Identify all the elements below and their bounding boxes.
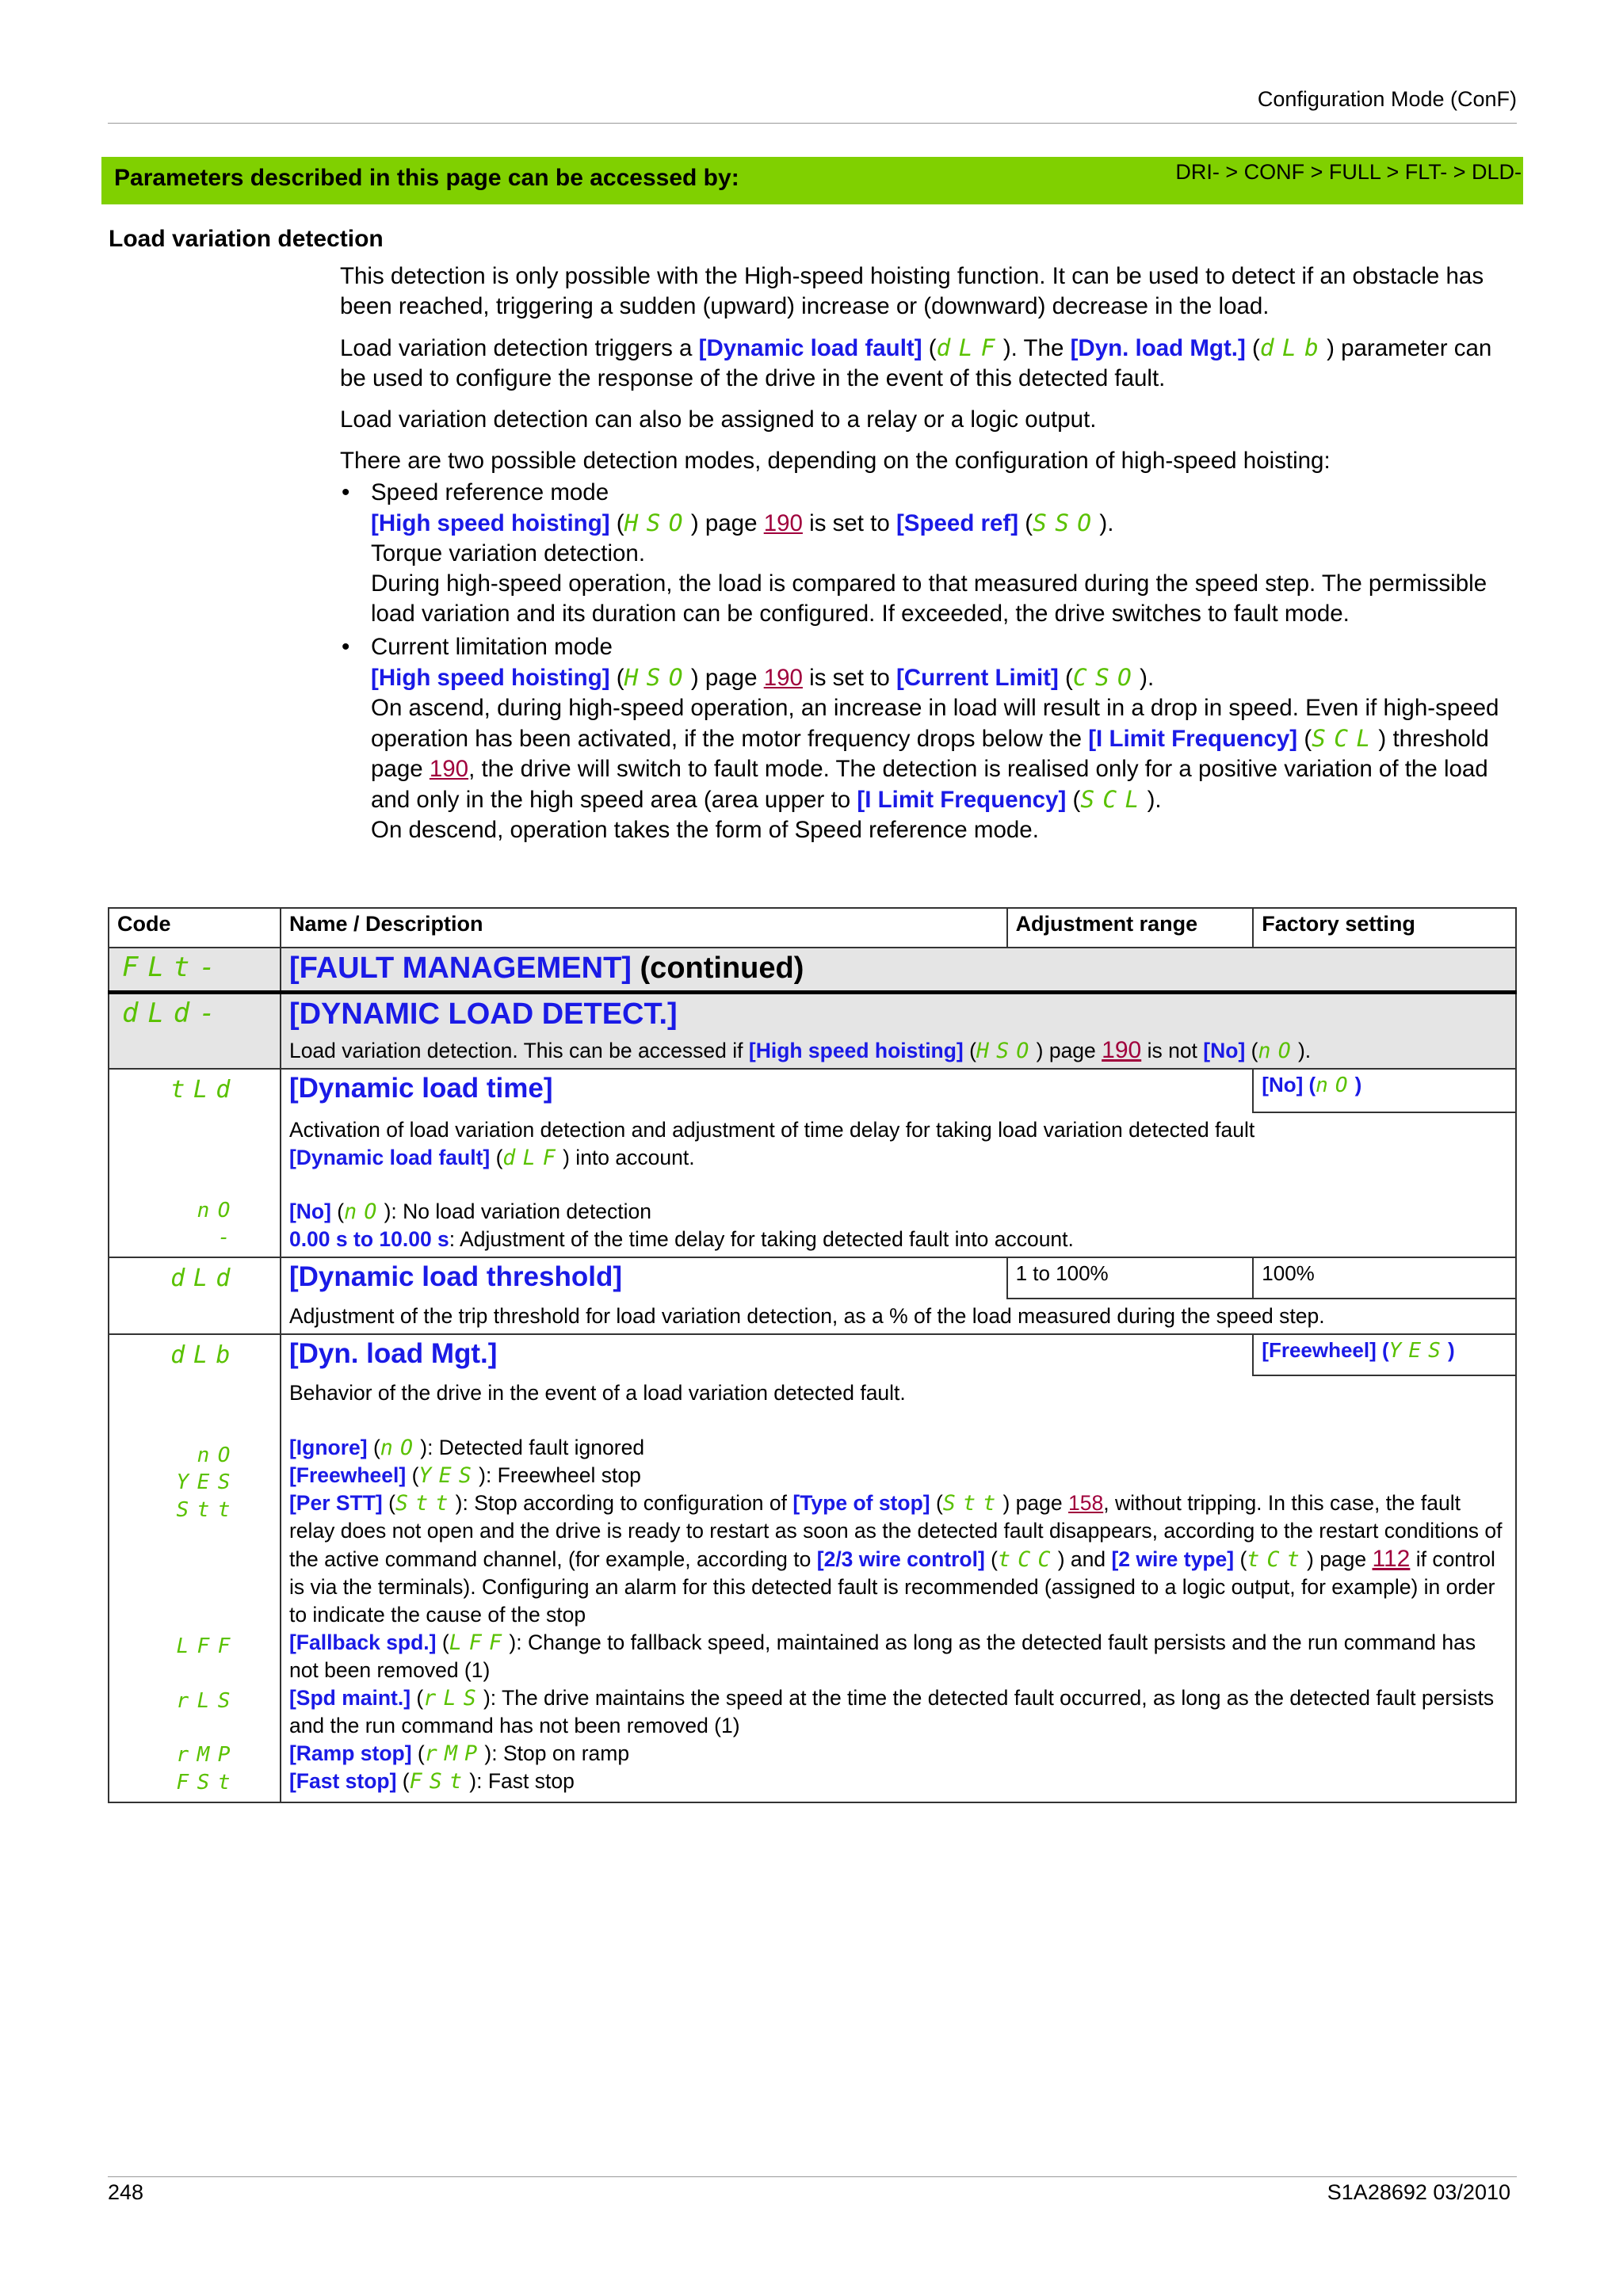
value-name: [Spd maint.] — [288, 1685, 411, 1710]
param-name: [High speed hoisting] — [371, 665, 610, 691]
param-value: [No] — [1203, 1038, 1246, 1062]
value-code: nO — [197, 1443, 239, 1467]
param-desc-row — [109, 1112, 1516, 1257]
text: : The drive maintains the speed at the time the detected fault occurred, as long as the detected fault persists and the run command has not been removed (1) — [288, 1685, 1495, 1737]
value-name: [Ignore] — [288, 1435, 368, 1459]
description-line: Behavior of the drive in the event of a load variation detected fault. — [288, 1380, 906, 1405]
value-name: [Fast stop] — [288, 1768, 397, 1793]
text: On ascend, during high-speed operation, an increase in load will result in a drop in speed. Even if high-speed operation has been activated, if the motor frequency drops below the — [371, 695, 1499, 752]
mode-line: Torque variation detection. — [371, 540, 646, 566]
spacer — [289, 1407, 1507, 1434]
footer-divider — [108, 2176, 1517, 2177]
text: page — [1010, 1490, 1068, 1515]
text: is set to — [802, 665, 896, 691]
text: page — [698, 510, 764, 536]
seg-code: LFF — [449, 1630, 510, 1655]
header-name: Name / Description — [281, 908, 1007, 948]
param-title: [Dynamic load threshold] — [288, 1261, 623, 1292]
text: Load variation detection triggers a — [340, 335, 699, 361]
text: : Fast stop — [476, 1768, 575, 1793]
intro-paragraph-4: There are two possible detection modes, depending on the configuration of high-speed hoisting: — [340, 448, 1331, 474]
header-divider — [108, 123, 1517, 124]
access-path-bar — [101, 157, 1523, 204]
parameter-table — [108, 907, 1517, 1803]
param-title-cell — [281, 1069, 1253, 1112]
value-code: FSt — [176, 1770, 239, 1794]
header-factory: Factory setting — [1253, 908, 1516, 948]
text: : Detected fault ignored — [427, 1435, 645, 1459]
mode-line: On descend, operation takes the form of Speed reference mode. — [371, 817, 1039, 843]
mode-current-limitation — [340, 632, 1521, 845]
intro-paragraph-3: Load variation detection can also be assigned to a relay or a logic output. — [340, 406, 1097, 433]
text: , without tripping. In this case, the fault relay does not open and the drive is ready to restart as soon as the detected fault disappears, according to the restart conditions of the active command channel, (for example, according to — [288, 1490, 1503, 1571]
seg-code: tCC — [997, 1547, 1058, 1572]
value-line: [Per STT] (Stt): Stop according to configuration of [Type of stop] (Stt) page 158, without tripping. In this case, the fault relay does not open and the drive is ready to restart as soon as the detected fault disappears, according to the restart conditions of the active command channel, (for example, according to [2/3 wire control] (tCC) and [2 wire type] (tCt) page 112 if control is via the terminals). Configuring an alarm for this detected fault is recommended (assigned to a logic output, for example) in order to indicate the cause of the stop — [288, 1490, 1503, 1627]
description-line: [Dynamic load fault] (dLF) into account. — [288, 1145, 695, 1170]
param-name: [Dynamic load fault] — [288, 1145, 491, 1169]
mode-line: During high-speed operation, the load is compared to that measured during the speed step. The permissible load variation and its duration can be configured. If exceeded, the drive switches to fault mode. — [371, 570, 1487, 627]
param-value: [Speed ref] — [896, 510, 1019, 536]
value-name: [Ramp stop] — [288, 1741, 412, 1765]
seg-code: nO — [1316, 1073, 1355, 1097]
page-link[interactable]: 190 — [429, 756, 469, 782]
intro-text — [340, 261, 1521, 849]
param-description — [281, 1112, 1516, 1257]
value-line: [No] (nO): No load variation detection — [288, 1199, 651, 1224]
header-title: Configuration Mode (ConF) — [1257, 87, 1517, 111]
seg-code: nO — [344, 1199, 384, 1224]
text: . — [1304, 1038, 1312, 1062]
mode-config-line: [High speed hoisting] (HSO) page 190 is set to [Current Limit] (CSO). — [371, 664, 1155, 691]
header-range: Adjustment range — [1007, 908, 1254, 948]
mode-line: On ascend, during high-speed operation, an increase in load will result in a drop in speed. Even if high-speed operation has been activated, if the motor frequency drops below the [I Limit Frequency] (SCL) threshold page 190, the drive will switch to fault mode. The detection is realised only for a positive variation of the load and only in the high speed area (area upper to [I Limit Frequency] (SCL). — [371, 695, 1499, 813]
value-line: [Fast stop] (FSt): Fast stop — [288, 1768, 575, 1794]
intro-paragraph-2: Load variation detection triggers a [Dynamic load fault] (dLF). The [Dyn. load Mgt.] (dLb) parameter can be used to configure the response of the drive in the event of this detected fault. — [340, 334, 1492, 391]
value-code: YES — [176, 1470, 239, 1494]
bullet: • — [342, 479, 350, 505]
section-title: Load variation detection — [109, 226, 384, 252]
seg-code: rMP — [424, 1741, 485, 1766]
text: . The — [1010, 335, 1071, 361]
value-line: [Spd maint.] (rLS): The drive maintains the speed at the time the detected fault occurred, as long as the detected fault persists and the run command has not been removed (1) — [288, 1685, 1495, 1737]
seg-code: dLF — [936, 334, 1003, 361]
menu-code: dLd- — [109, 992, 281, 1069]
value-line: [Ignore] (nO): Detected fault ignored — [288, 1435, 645, 1460]
bullet: • — [342, 634, 350, 660]
value-line: [Ramp stop] (rMP): Stop on ramp — [288, 1741, 630, 1766]
menu-suffix: (continued) — [631, 952, 804, 985]
param-code-cell — [109, 1069, 281, 1257]
seg-code: SCL — [1080, 786, 1148, 813]
text: and — [1064, 1547, 1112, 1571]
param-code: tLd — [170, 1075, 239, 1104]
mode-speed-reference — [340, 478, 1521, 629]
text: ). — [1147, 787, 1162, 813]
value-code: Stt — [176, 1497, 239, 1522]
param-title-cell — [281, 1257, 1007, 1299]
seg-code: SCL — [1312, 725, 1379, 752]
menu-title-cell — [281, 992, 1516, 1069]
factory-setting: [Freewheel] (YES) — [1253, 1334, 1516, 1375]
value-code: - — [217, 1226, 239, 1249]
seg-code: HSO — [624, 664, 691, 691]
param-value: [Current Limit] — [896, 665, 1059, 691]
seg-code: CSO — [1072, 664, 1140, 691]
value-name: [Fallback spd.] — [288, 1630, 437, 1654]
text: parameter can be used to configure the response of the drive in the event of this detected fault. — [340, 335, 1492, 391]
param-row-dynamic-load-threshold — [109, 1257, 1516, 1299]
text: : Freewheel stop — [485, 1463, 641, 1487]
value-line: [Fallback spd.] (LFF): Change to fallback speed, maintained as long as the detected fault persists and the run command has not been removed (1) — [288, 1630, 1476, 1682]
value-line — [289, 1226, 1507, 1253]
text: . — [1107, 510, 1114, 536]
menu-title: [FAULT MANAGEMENT] — [288, 952, 632, 985]
spacer — [117, 1524, 239, 1633]
param-row-dynamic-load-time — [109, 1069, 1516, 1112]
param-description — [281, 1375, 1516, 1802]
seg-code: SSO — [1033, 509, 1100, 536]
param-name: [Type of stop] — [792, 1490, 930, 1515]
param-title: [Dyn. load Mgt.] — [288, 1337, 498, 1369]
value-code: rMP — [176, 1743, 239, 1767]
seg-code: nO — [1258, 1038, 1298, 1063]
text: : No load variation detection — [391, 1199, 651, 1223]
value-name: [Per STT] — [288, 1490, 383, 1515]
seg-code: nO — [380, 1435, 421, 1460]
text: page — [698, 665, 764, 691]
seg-code: HSO — [624, 509, 691, 536]
param-link-dynamic-load-fault: [Dynamic load fault] — [698, 335, 922, 361]
text: if control is via the terminals). Configuring an alarm for this detected fault is recommended (assigned to a logic output, for example) in order to indicate the cause of the stop — [288, 1547, 1495, 1627]
param-desc-row — [109, 1299, 1516, 1334]
text: page — [1313, 1547, 1373, 1571]
spacer — [117, 1661, 239, 1688]
factory-value: [Freewheel] — [1262, 1337, 1377, 1362]
param-code: dLb — [170, 1341, 239, 1369]
access-path: DRI- > CONF > FULL > FLT- > DLD- — [1175, 160, 1522, 184]
spacer — [117, 1369, 239, 1442]
menu-row-fault-management — [109, 948, 1516, 992]
page-link[interactable]: 158 — [1068, 1490, 1104, 1515]
page-link[interactable]: 190 — [763, 665, 803, 691]
seg-code: YES — [418, 1463, 479, 1488]
seg-code: tCt — [1247, 1547, 1307, 1572]
description-line: Activation of load variation detection and adjustment of time delay for taking load variation detected fault — [288, 1117, 1255, 1142]
value-code: LFF — [176, 1634, 239, 1658]
header-code: Code — [109, 908, 281, 948]
param-code-cell — [109, 1334, 281, 1802]
seg-code: YES — [1388, 1338, 1448, 1363]
param-desc-row — [109, 1375, 1516, 1802]
param-link-dyn-load-mgt: [Dyn. load Mgt.] — [1070, 335, 1246, 361]
seg-code: FSt — [409, 1768, 470, 1794]
mode-title: Current limitation mode — [371, 634, 613, 660]
page-link[interactable]: 112 — [1372, 1545, 1411, 1572]
param-name: [High speed hoisting] — [748, 1038, 964, 1062]
text: Load variation detection. This can be accessed if — [288, 1038, 749, 1062]
page-link[interactable]: 190 — [763, 510, 803, 536]
param-code: dLd — [109, 1257, 281, 1334]
text: : Stop on ramp — [491, 1741, 630, 1765]
menu-code: FLt- — [109, 948, 281, 992]
access-label: Parameters described in this page can be accessed by: — [114, 165, 739, 191]
menu-row-dynamic-load-detect — [109, 992, 1516, 1069]
document-reference: S1A28692 03/2010 — [1327, 2180, 1510, 2204]
text: : Stop according to configuration of — [462, 1490, 793, 1515]
mode-title: Speed reference mode — [371, 479, 609, 505]
text: , the drive will switch to fault mode. The detection is realised only for a positive variation of the load and only in the high speed area (area upper to — [371, 756, 1488, 813]
factory-value: [No] — [1262, 1072, 1304, 1097]
menu-title: [DYNAMIC LOAD DETECT.] — [288, 997, 678, 1031]
factory-setting: 100% — [1253, 1257, 1516, 1299]
param-title: [Dynamic load time] — [288, 1072, 553, 1104]
text: is not — [1141, 1038, 1204, 1062]
seg-code: dLb — [1259, 334, 1327, 361]
param-name: [High speed hoisting] — [371, 510, 610, 536]
spacer — [117, 1104, 239, 1197]
seg-code: rLS — [423, 1685, 483, 1711]
menu-description: Load variation detection. This can be accessed if [High speed hoisting] (HSO) page 190 is not [No] (nO). — [288, 1036, 1312, 1063]
factory-setting: [No] (nO) — [1253, 1069, 1516, 1112]
table-header-row — [109, 908, 1516, 948]
param-description: Adjustment of the trip threshold for load variation detection, as a % of the load measured during the speed step. — [281, 1299, 1516, 1334]
seg-code: HSO — [976, 1038, 1037, 1063]
seg-code: dLF — [502, 1145, 563, 1170]
adjustment-range: 1 to 100% — [1007, 1257, 1254, 1299]
text: into account. — [569, 1145, 695, 1169]
value-name: 0.00 s to 10.00 s — [288, 1226, 449, 1251]
mode-config-line: [High speed hoisting] (HSO) page 190 is set to [Speed ref] (SSO). — [371, 509, 1114, 536]
param-name: [2 wire type] — [1111, 1547, 1235, 1571]
page-number: 248 — [108, 2180, 144, 2204]
spacer — [117, 1714, 239, 1741]
value-line: [Freewheel] (YES): Freewheel stop — [288, 1463, 641, 1488]
param-name: [2/3 wire control] — [816, 1547, 985, 1571]
value-code: rLS — [176, 1688, 239, 1713]
text: page — [1043, 1038, 1102, 1062]
detection-modes-list — [340, 478, 1521, 845]
intro-paragraph-1: This detection is only possible with the High-speed hoisting function. It can be used to detect if an obstacle has been reached, triggering a sudden (upward) increase or (downward) decrease in the load. — [340, 263, 1484, 319]
value-name: [Freewheel] — [288, 1463, 407, 1487]
text: threshold page — [371, 726, 1489, 782]
text: is set to — [802, 510, 896, 536]
seg-code: Stt — [395, 1490, 456, 1516]
param-name: [I Limit Frequency] — [857, 787, 1067, 813]
param-name: [I Limit Frequency] — [1088, 726, 1298, 752]
text: . — [1147, 665, 1155, 691]
param-row-dyn-load-mgt — [109, 1334, 1516, 1375]
page-link[interactable]: 190 — [1102, 1036, 1142, 1063]
value-code: nO — [197, 1198, 239, 1222]
value-name: [No] — [288, 1199, 331, 1223]
text: : Adjustment of the time delay for taking detected fault into account. — [449, 1226, 1074, 1251]
spacer — [289, 1172, 1507, 1198]
text: : Change to fallback speed, maintained as long as the detected fault persists and the run command has not been removed (1) — [288, 1630, 1476, 1682]
menu-title-cell — [281, 948, 1516, 992]
param-title-cell — [281, 1334, 1253, 1375]
seg-code: Stt — [942, 1490, 1003, 1516]
